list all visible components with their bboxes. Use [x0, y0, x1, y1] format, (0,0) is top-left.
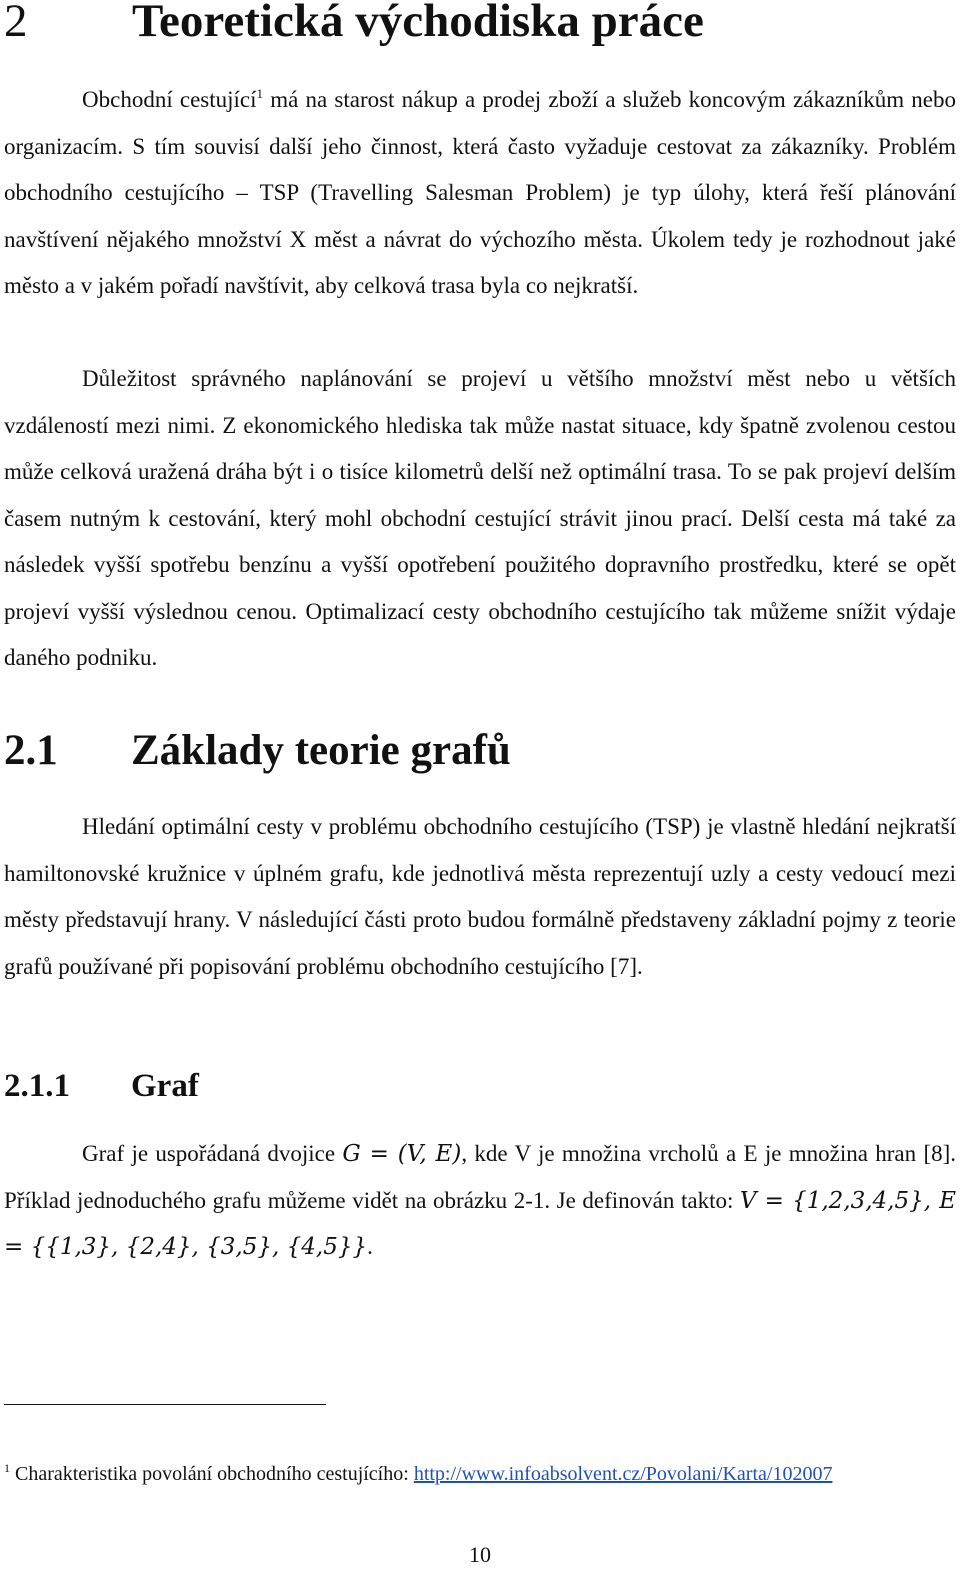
paragraph-importance: Důležitost správného naplánování se projeví u většího množství měst nebo u větších vzdáleností mezi nimi. Z ekonomického hlediska tak může nastat situace, kdy špatně zvolenou cestou může celková uražená dráha být i o tisíce kilometrů delší než optimální trasa. To se pak projeví delším časem nutným k cestování, který mohl obchodní cestující strávit jinou prací. Delší cesta má také za následek vyšší spotřebu benzínu a vyšší opotřebení použitého dopravního prostředku, které se opět projeví vyšší výslednou cenou. Optimalizací cesty obchodního cestujícího tak můžeme snížit výdaje daného podniku. [4, 366, 956, 670]
subsection-title: Graf [131, 1068, 199, 1104]
page-number: 10 [469, 1542, 491, 1567]
footnote-marker: 1 [4, 1461, 10, 1475]
paragraph-graph-definition [4, 1131, 956, 1271]
paragraph4-text-start: Graf je uspořádaná dvojice [82, 1141, 343, 1166]
footnote-reference[interactable]: 1 [256, 86, 264, 101]
paragraph1-text-start: Obchodní cestující [82, 87, 257, 112]
section-title: Základy teorie grafů [131, 727, 511, 774]
section-heading [4, 726, 511, 775]
paragraph-graph-theory-intro: Hledání optimální cesty v problému obchodního cestujícího (TSP) je vlastně hledání nejkratší hamiltonovské kružnice v úplném grafu, kde jednotlivá města reprezentují uzly a cesty vedoucí mezi městy představují hrany. V následující části proto budou formálně představeny základní pojmy z teorie grafů používané při popisování problému obchodního cestujícího [7]. [4, 814, 956, 979]
section-number: 2.1 [4, 727, 58, 774]
paragraph4-text-middle: , kde V je množina vrcholů a E je množina hran [8]. Příklad jednoduchého grafu můžeme vidět na obrázku 2-1. Je definován takto: [4, 1141, 957, 1213]
chapter-heading [4, 0, 704, 48]
formula-graph-sets: V = {1,2,3,4,5}, E = {{1,3}, {2,4}, {3,5}, {4,5}} [4, 1187, 956, 1260]
footnote-text: Charakteristika povolání obchodního cestujícího: [15, 1463, 414, 1485]
formula-graph-pair: G = (V, E) [342, 1141, 462, 1167]
paragraph1-text-rest: má na starost nákup a prodej zboží a služeb koncovým zákazníkům nebo organizacím. S tím souvisí další jeho činnost, která často vyžaduje cestovat za zákazníky. Problém obchodního cestujícího – TSP (Travelling Salesman Problem) je typ úlohy, která řeší plánování navštívení nějakého množství X měst a návrat do výchozího města. Úkolem tedy je rozhodnout jaké město a v jakém pořadí navštívit, aby celková trasa byla co nejkratší. [4, 87, 956, 298]
subsection-heading [4, 1068, 199, 1105]
chapter-title: Teoretická východiska práce [132, 0, 704, 47]
subsection-number: 2.1.1 [4, 1068, 70, 1104]
paragraph-travelling-salesman [4, 77, 956, 310]
footnote [4, 1463, 832, 1486]
paragraph4-text-end: . [367, 1234, 373, 1259]
footnote-link[interactable]: http://www.infoabsolvent.cz/Povolani/Karta/102007 [413, 1463, 833, 1485]
footnote-separator [4, 1404, 326, 1405]
chapter-number: 2 [4, 0, 28, 47]
